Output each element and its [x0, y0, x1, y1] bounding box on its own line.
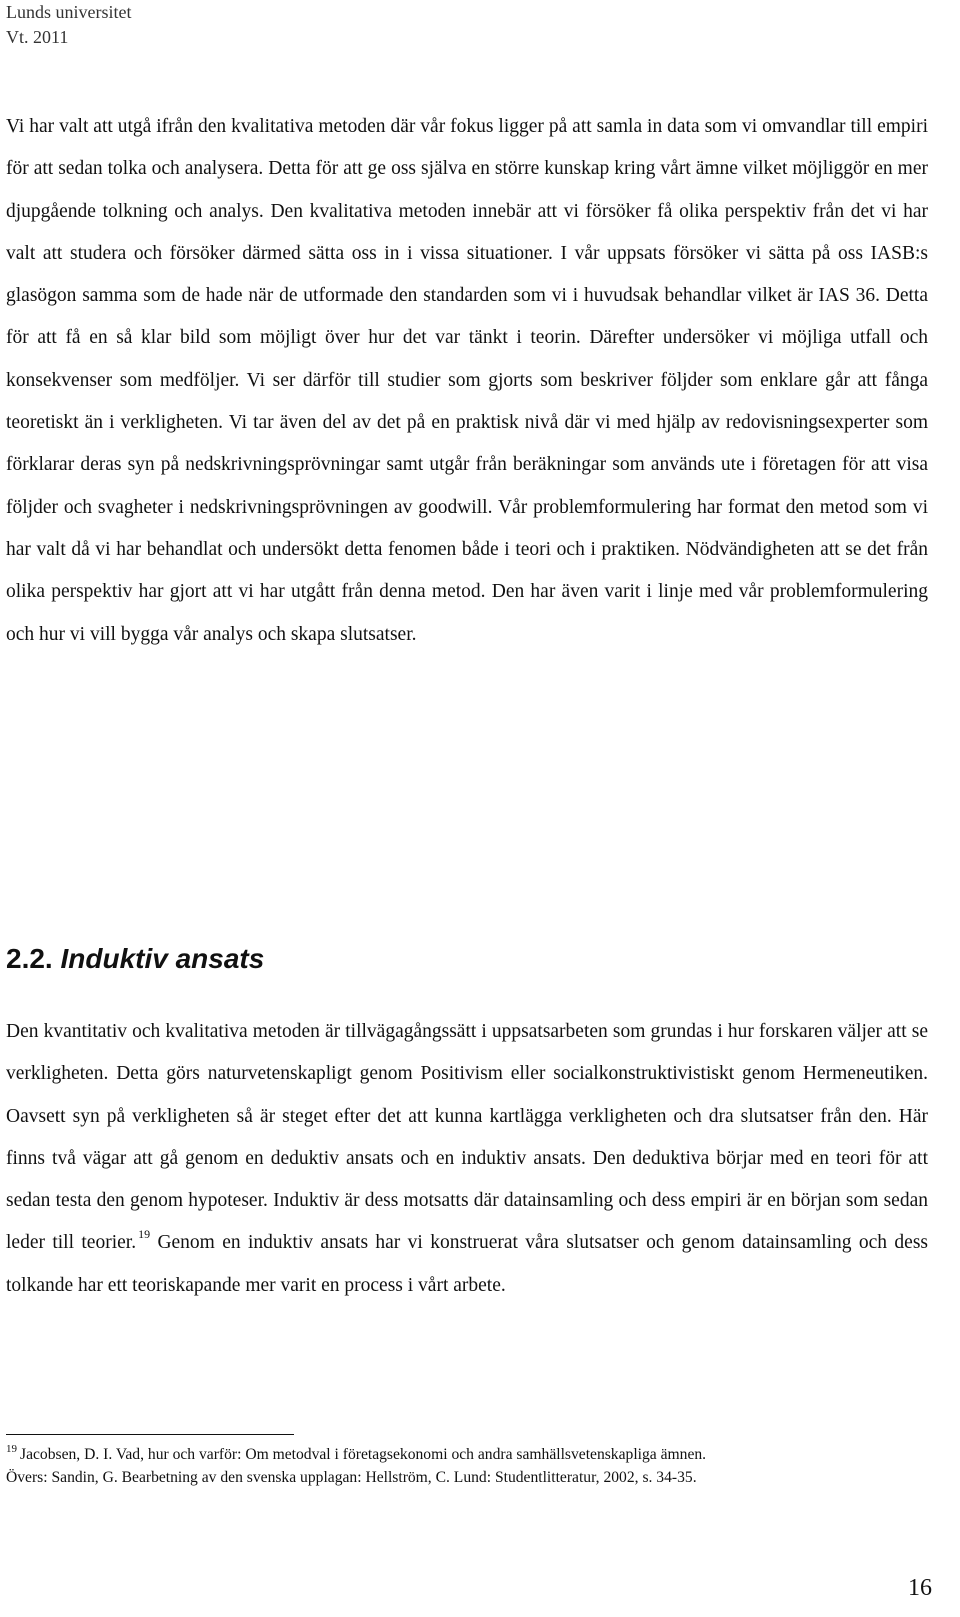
- section-title: Induktiv ansats: [60, 943, 265, 974]
- section-number: 2.2.: [6, 943, 53, 974]
- footnote: [6, 1443, 936, 1489]
- paragraph-text-after-ref: Genom en induktiv ansats har vi konstruerat våra slutsatser och genom datainsamling och dess tolkande har ett teoriskapande mer varit en process i vårt arbete.: [6, 1232, 928, 1296]
- footnote-number: 19: [6, 1443, 17, 1455]
- footnote-text-1: Jacobsen, D. I. Vad, hur och varför: Om metodval i företagsekonomi och andra samhällsvetenskapliga ämnen.: [20, 1446, 707, 1463]
- paragraph-text-before-ref: Den kvantitativ och kvalitativa metoden är tillvägagångssätt i uppsatsarbeten som grundas i hur forskaren väljer att se verkligheten. Detta görs naturvetenskapligt genom Positivism eller socialkonstruktivistiskt genom Hermeneutiken. Oavsett syn på verkligheten så är steget efter det att kunna kartlägga verkligheten och dra slutsatser från den. Här finns två vägar att gå genom en deduktiv ansats och en induktiv ansats. Den deduktiva börjar med en teori för att sedan testa den genom hypoteser. Induktiv är dess motsatts där datainsamling och dess empiri är en början som sedan leder till teorier.: [6, 1021, 928, 1254]
- body-paragraph-1: Vi har valt att utgå ifrån den kvalitativa metoden där vår fokus ligger på att samla in data som vi omvandlar till empiri för att sedan tolka och analysera. Detta för att ge oss själva en större kunskap kring vårt ämne vilket möjliggör en mer djupgående tolkning och analys. Den kvalitativa metoden innebär att vi försöker få olika perspektiv från det vi har valt att studera och försöker därmed sätta oss in i vissa situationer. I vår uppsats försöker vi sätta på oss IASB:s glasögon samma som de hade när de utformade den standarden som vi i huvudsak behandlar vilket är IAS 36. Detta för att få en så klar bild som möjligt över hur det var tänkt i teorin. Därefter undersöker vi möjliga utfall och konsekvenser som medföljer. Vi ser därför till studier som gjorts som beskriver följder som enklare går att fånga teoretiskt än i verkligheten. Vi tar även del av det på en praktisk nivå där vi med hjälp av redovisningsexperter som förklarar deras syn på nedskrivningsprövningar samt utgår från beräkningar som används ute i företagen för att visa följder och svagheter i nedskrivningsprövningen av goodwill. Vår problemformulering har format den metod som vi har valt då vi har behandlat och undersökt detta fenomen både i teori och i praktiken. Nödvändigheten att se det från olika perspektiv har gjort att vi har utgått från denna metod. Den har även varit i linje med vår problemformulering och hur vi vill bygga vår analys och skapa slutsatser.: [6, 116, 928, 645]
- header-university: Lunds universitet: [6, 2, 132, 22]
- page-header: [6, 0, 131, 50]
- footnote-line-2: Övers: Sandin, G. Bearbetning av den svenska upplagan: Hellström, C. Lund: Studentlitteratur, 2002, s. 34-35.: [6, 1469, 697, 1486]
- header-term: Vt. 2011: [6, 27, 69, 47]
- footnote-separator: [6, 1434, 294, 1435]
- section-heading: [6, 938, 264, 980]
- page-number: 16: [908, 1575, 932, 1601]
- body-paragraph-2: [6, 1011, 928, 1307]
- footnote-line-1: [6, 1443, 936, 1466]
- footnote-reference[interactable]: 19: [138, 1227, 151, 1242]
